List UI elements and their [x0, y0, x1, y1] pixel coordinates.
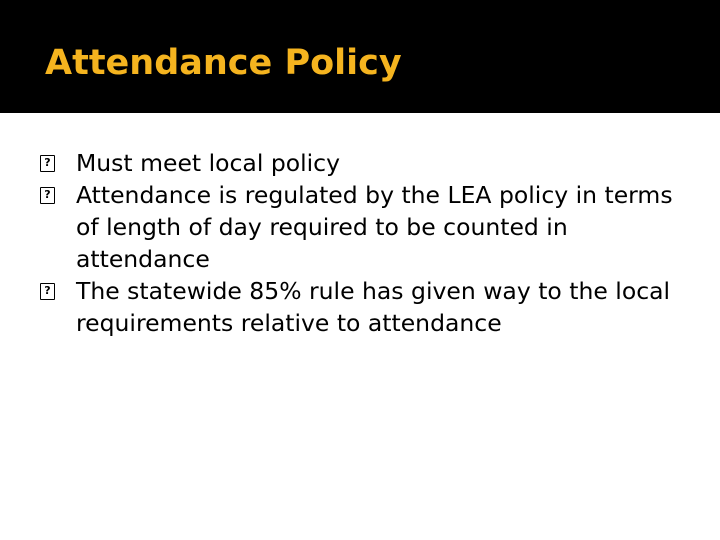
- bullet-text: Must meet local policy: [76, 149, 340, 177]
- bullet-text: Attendance is regulated by the LEA policy in terms of length of day required to be counted in attendance: [76, 181, 673, 273]
- missing-glyph-box-icon: [40, 187, 55, 204]
- bullet-text: The statewide 85% rule has given way to the local requirements relative to attendance: [76, 277, 671, 337]
- slide-title: Attendance Policy: [45, 43, 402, 83]
- bullet-item: [36, 275, 696, 339]
- bullet-list: [36, 147, 696, 339]
- title-bar: [0, 0, 720, 113]
- bullet-item: [36, 147, 696, 179]
- bullet-item: [36, 179, 696, 275]
- missing-glyph-box-icon: [40, 283, 55, 300]
- missing-glyph-box-icon: [40, 155, 55, 172]
